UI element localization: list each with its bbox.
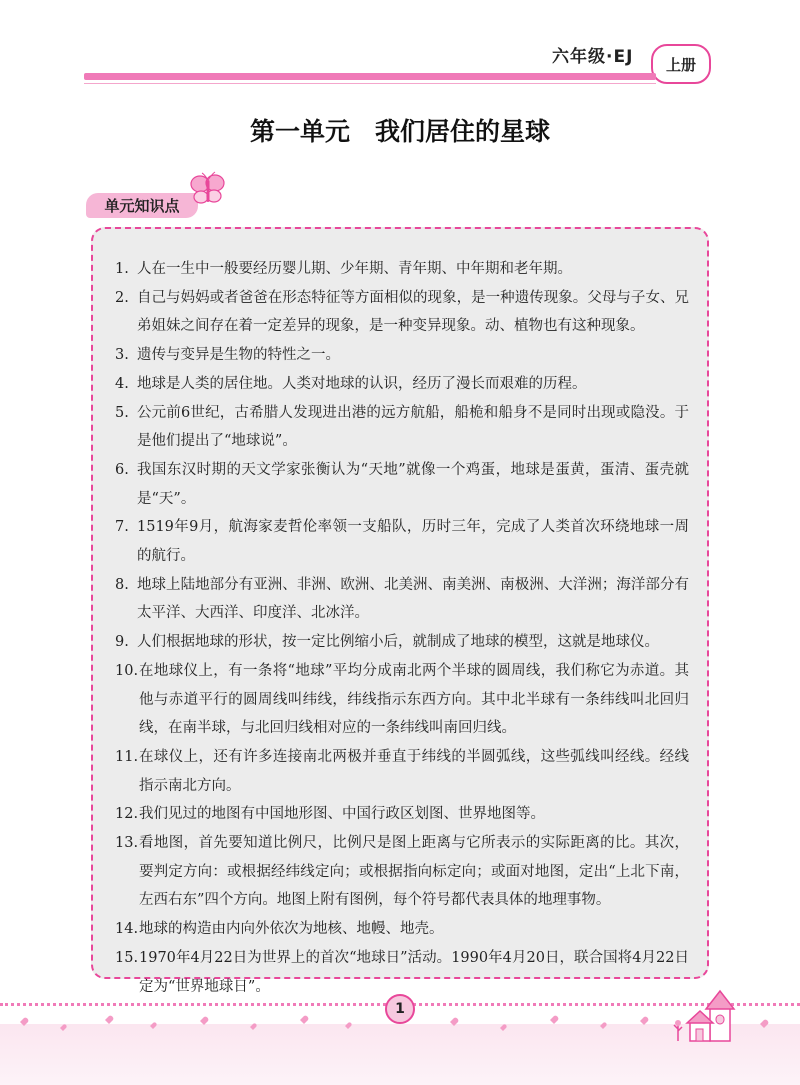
list-item [115,628,689,657]
knowledge-list [115,255,689,1001]
item-number: 13. [115,835,139,852]
header-bar [84,73,656,80]
item-number: 7. [115,519,129,536]
item-number: 12. [115,806,139,823]
item-number: 8. [115,576,129,593]
item-number: 4. [115,375,129,392]
item-text: 地球的构造由内向外依次为地核、地幔、地壳。 [139,921,444,938]
list-item [115,456,689,513]
item-text: 1970年4月22日为世界上的首次“地球日”活动。1990年4月20日，联合国将4月22日定为“世界地球日”。 [139,949,689,995]
page-number: 1 [385,994,415,1024]
list-item [115,944,689,1001]
item-number: 3. [115,347,129,364]
list-item [115,829,689,915]
list-item [115,341,689,370]
list-item [115,284,689,341]
item-text: 地球上陆地部分有亚洲、非洲、欧洲、北美洲、南美洲、南极洲、大洋洲；海洋部分有太平洋、大西洋、印度洋、北冰洋。 [137,576,689,622]
list-item [115,513,689,570]
list-item [115,800,689,829]
grade-label: 六年级·EJ [552,47,634,67]
butterfly-icon [188,170,228,210]
item-text: 人在一生中一般要经历婴儿期、少年期、青年期、中年期和老年期。 [137,261,572,277]
list-item [115,743,689,800]
item-text: 在球仪上，还有许多连接南北两极并垂直于纬线的半圆弧线，这些弧线叫经线。经线指示南北方向。 [139,748,689,794]
volume-badge: 上册 [651,44,711,84]
item-text: 遗传与变异是生物的特性之一。 [137,347,340,364]
item-number: 2. [115,289,129,306]
item-text: 自己与妈妈或者爸爸在形态特征等方面相似的现象，是一种遗传现象。父母与子女、兄弟姐妹之间存在着一定差异的现象，是一种变异现象。动、植物也有这种现象。 [137,289,689,335]
knowledge-box [91,227,709,995]
list-item [115,657,689,743]
item-text: 1519年9月，航海家麦哲伦率领一支船队，历时三年，完成了人类首次环绕地球一周的航行。 [137,519,689,565]
header-bar-thin [84,83,656,84]
list-item [115,255,689,284]
item-number: 11. [115,748,139,765]
list-item [115,571,689,628]
castle-icon [672,985,742,1045]
item-text: 我国东汉时期的天文学家张衡认为“天地”就像一个鸡蛋，地球是蛋黄，蛋清、蛋壳就是“天”。 [137,461,689,507]
item-number: 6. [115,461,129,478]
item-text: 地球是人类的居住地。人类对地球的认识，经历了漫长而艰难的历程。 [137,375,587,392]
list-item [115,399,689,456]
section-tag: 单元知识点 [86,193,198,218]
item-number: 5. [115,404,129,421]
item-number: 15. [115,949,139,966]
item-number: 14. [115,921,139,938]
list-item [115,370,689,399]
item-text: 公元前6世纪，古希腊人发现进出港的远方航船，船桅和船身不是同时出现或隐没。于是他们提出了“地球说”。 [137,404,689,450]
item-text: 我们见过的地图有中国地形图、中国行政区划图、世界地图等。 [139,806,545,823]
page-title: 第一单元 我们居住的星球 [249,117,550,146]
list-item [115,915,689,944]
item-text: 看地图，首先要知道比例尺，比例尺是图上距离与它所表示的实际距离的比。其次，要判定方向：或根据经纬线定向；或根据指向标定向；或面对地图，定出“上北下南，左西右东”四个方向。地图上附有图例，每个符号都代表具体的地理事物。 [139,835,689,909]
item-text: 人们根据地球的形状，按一定比例缩小后，就制成了地球的模型，这就是地球仪。 [137,634,659,651]
item-number: 10. [115,662,139,679]
item-text: 在地球仪上，有一条将“地球”平均分成南北两个半球的圆周线，我们称它为赤道。其他与赤道平行的圆周线叫纬线，纬线指示东西方向。其中北半球有一条纬线叫北回归线，在南半球，与北回归线相对应的一条纬线叫南回归线。 [139,662,689,737]
item-number: 1. [115,261,129,277]
item-number: 9. [115,634,129,651]
